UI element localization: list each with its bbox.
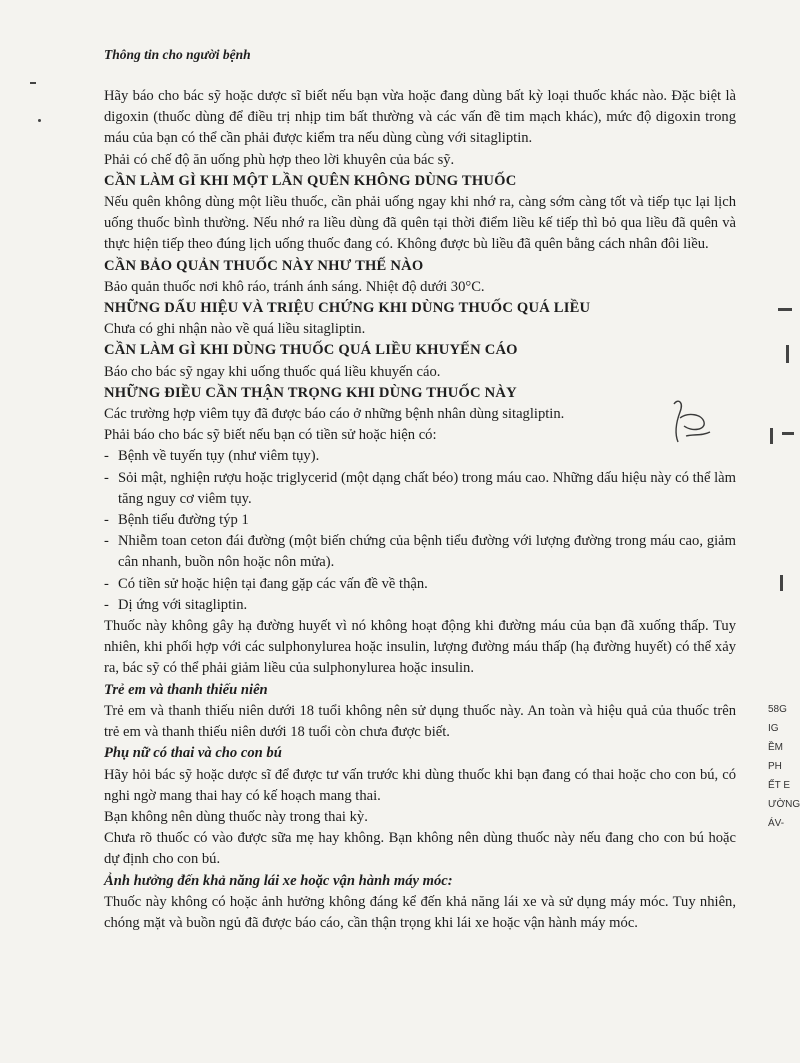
section-heading: NHỮNG DẤU HIỆU VÀ TRIỆU CHỨNG KHI DÙNG THUỐC QUÁ LIỀU xyxy=(104,300,591,317)
stamp-line: IG xyxy=(768,723,779,734)
subsection-heading: Trẻ em và thanh thiếu niên xyxy=(104,681,268,698)
paragraph: Báo cho bác sỹ ngay khi uống thuốc quá liều khuyến cáo. xyxy=(104,363,441,380)
section-heading: CẦN LÀM GÌ KHI MỘT LẦN QUÊN KHÔNG DÙNG THUỐC xyxy=(104,172,517,189)
edge-stamp xyxy=(768,700,800,860)
edge-mark xyxy=(782,432,794,435)
list-item: - Sỏi mật, nghiện rượu hoặc triglycerid (một dạng chất béo) trong máu cao. Những dấu hiệu này có thể làm tăng nguy cơ viêm tụy. xyxy=(104,469,736,507)
edge-mark xyxy=(780,575,783,591)
edge-mark xyxy=(778,308,792,311)
paragraph: Phải có chế độ ăn uống phù hợp theo lời khuyên của bác sỹ. xyxy=(104,151,455,168)
subsection-heading: Ảnh hưởng đến khả năng lái xe hoặc vận hành máy móc: xyxy=(104,872,453,889)
list-item: - Nhiễm toan ceton đái đường (một biến chứng của bệnh tiểu đường với lượng đường trong máu cao, giảm cân nhanh, buồn nôn hoặc nôn mửa). xyxy=(104,533,736,571)
list-item-text: Sỏi mật, nghiện rượu hoặc triglycerid (một dạng chất béo) trong máu cao. Những dấu hiệu này có thể làm tăng nguy cơ viêm tụy. xyxy=(118,469,736,507)
paragraph: Hãy hỏi bác sỹ hoặc dược sĩ để được tư vấn trước khi dùng thuốc khi bạn đang có thai hoặc cho con bú, có nghi ngờ mang thai hay có kế hoạch mang thai. xyxy=(104,766,736,804)
list-item: - Có tiền sử hoặc hiện tại đang gặp các vấn đề về thận. xyxy=(104,575,428,592)
subsection-heading: Phụ nữ có thai và cho con bú xyxy=(104,745,282,762)
list-item-text: Bệnh tiểu đường týp 1 xyxy=(118,512,249,529)
scan-dot xyxy=(38,119,41,122)
list-item-text: Nhiễm toan ceton đái đường (một biến chứng của bệnh tiểu đường với lượng đường trong máu cao, giảm cân nhanh, buồn nôn hoặc nôn mửa). xyxy=(118,533,736,571)
edge-mark xyxy=(786,345,789,363)
list-item-text: Có tiền sử hoặc hiện tại đang gặp các vấn đề về thận. xyxy=(118,575,428,592)
section-heading: CẦN LÀM GÌ KHI DÙNG THUỐC QUÁ LIỀU KHUYẾN CÁO xyxy=(104,342,518,359)
stamp-line: ƯỜNG xyxy=(768,799,800,810)
list-item: - Bệnh tiểu đường týp 1 xyxy=(104,512,249,529)
stamp-line: ÁV- xyxy=(768,818,785,829)
paragraph: Thuốc này không gây hạ đường huyết vì nó không hoạt động khi đường máu của bạn đã xuống thấp. Tuy nhiên, khi phối hợp với các sulphonylurea hoặc insulin, lượng đường máu thấp (hạ đường huyết) có thể xảy ra, bác sỹ có thể phải giảm liều của sulphonylurea hoặc insulin. xyxy=(104,618,736,677)
stamp-line: 58G xyxy=(768,704,787,715)
list-item-text: Dị ứng với sitagliptin. xyxy=(118,596,248,613)
paragraph: Hãy báo cho bác sỹ hoặc dược sĩ biết nếu bạn vừa hoặc đang dùng bất kỳ loại thuốc khác nào. Đặc biệt là digoxin (thuốc dùng để điều trị nhịp tim bất thường và các vấn đề tim mạch khác), mức độ digoxin trong máu của bạn có thể cần phải được kiểm tra nếu dùng cùng với sitagliptin. xyxy=(104,88,736,147)
list-item-text: Bệnh về tuyến tụy (như viêm tụy). xyxy=(118,448,320,465)
edge-mark xyxy=(770,428,773,444)
paragraph: Thuốc này không có hoặc ảnh hưởng không đáng kể đến khả năng lái xe và sử dụng máy móc. Tuy nhiên, chóng mặt và buồn ngủ đã được báo cáo, cần thận trọng khi lái xe hoặc vận hành máy móc. xyxy=(104,893,736,931)
stamp-line: ẾT E xyxy=(768,780,791,791)
paragraph: Chưa rõ thuốc có vào được sữa mẹ hay không. Bạn không nên dùng thuốc này nếu đang cho con bú hoặc dự định cho con bú. xyxy=(104,830,736,868)
paragraph: Chưa có ghi nhận nào về quá liều sitagliptin. xyxy=(104,321,366,338)
scan-dot xyxy=(30,82,36,84)
paragraph: Các trường hợp viêm tụy đã được báo cáo ở những bệnh nhân dùng sitagliptin. xyxy=(104,406,565,423)
paragraph: Bảo quản thuốc nơi khô ráo, tránh ánh sáng. Nhiệt độ dưới 30°C. xyxy=(104,278,485,295)
paragraph: Nếu quên không dùng một liều thuốc, cần phải uống ngay khi nhớ ra, càng sớm càng tốt và tiếp tục lại lịch uống thuốc bình thường. Nếu nhớ ra liều dùng đã quên tại thời điểm liều kế tiếp thì bỏ qua liều đã quên và thực hiện tiếp theo đúng lịch uống thuốc đang có. Không được bù liều đã quên bằng cách nhân đôi liều. xyxy=(104,194,736,253)
paragraph: Bạn không nên dùng thuốc này trong thai kỳ. xyxy=(104,808,368,825)
document-body xyxy=(104,86,736,934)
stamp-line: PH xyxy=(768,761,782,772)
paragraph: Phải báo cho bác sỹ biết nếu bạn có tiền sử hoặc hiện có: xyxy=(104,427,437,444)
section-heading: CẦN BẢO QUẢN THUỐC NÀY NHƯ THẾ NÀO xyxy=(104,257,424,274)
section-heading: NHỮNG ĐIỀU CẦN THẬN TRỌNG KHI DÙNG THUỐC NÀY xyxy=(104,384,517,401)
page-header: Thông tin cho người bệnh xyxy=(104,47,251,62)
list-item: - Dị ứng với sitagliptin. xyxy=(104,596,248,613)
paragraph: Trẻ em và thanh thiếu niên dưới 18 tuổi không nên sử dụng thuốc này. An toàn và hiệu quả của thuốc trên trẻ em và thanh thiếu niên dưới 18 tuổi còn chưa được biết. xyxy=(104,702,736,741)
list-item: - Bệnh về tuyến tụy (như viêm tụy). xyxy=(104,448,320,465)
stamp-line: ỀM xyxy=(768,742,783,753)
